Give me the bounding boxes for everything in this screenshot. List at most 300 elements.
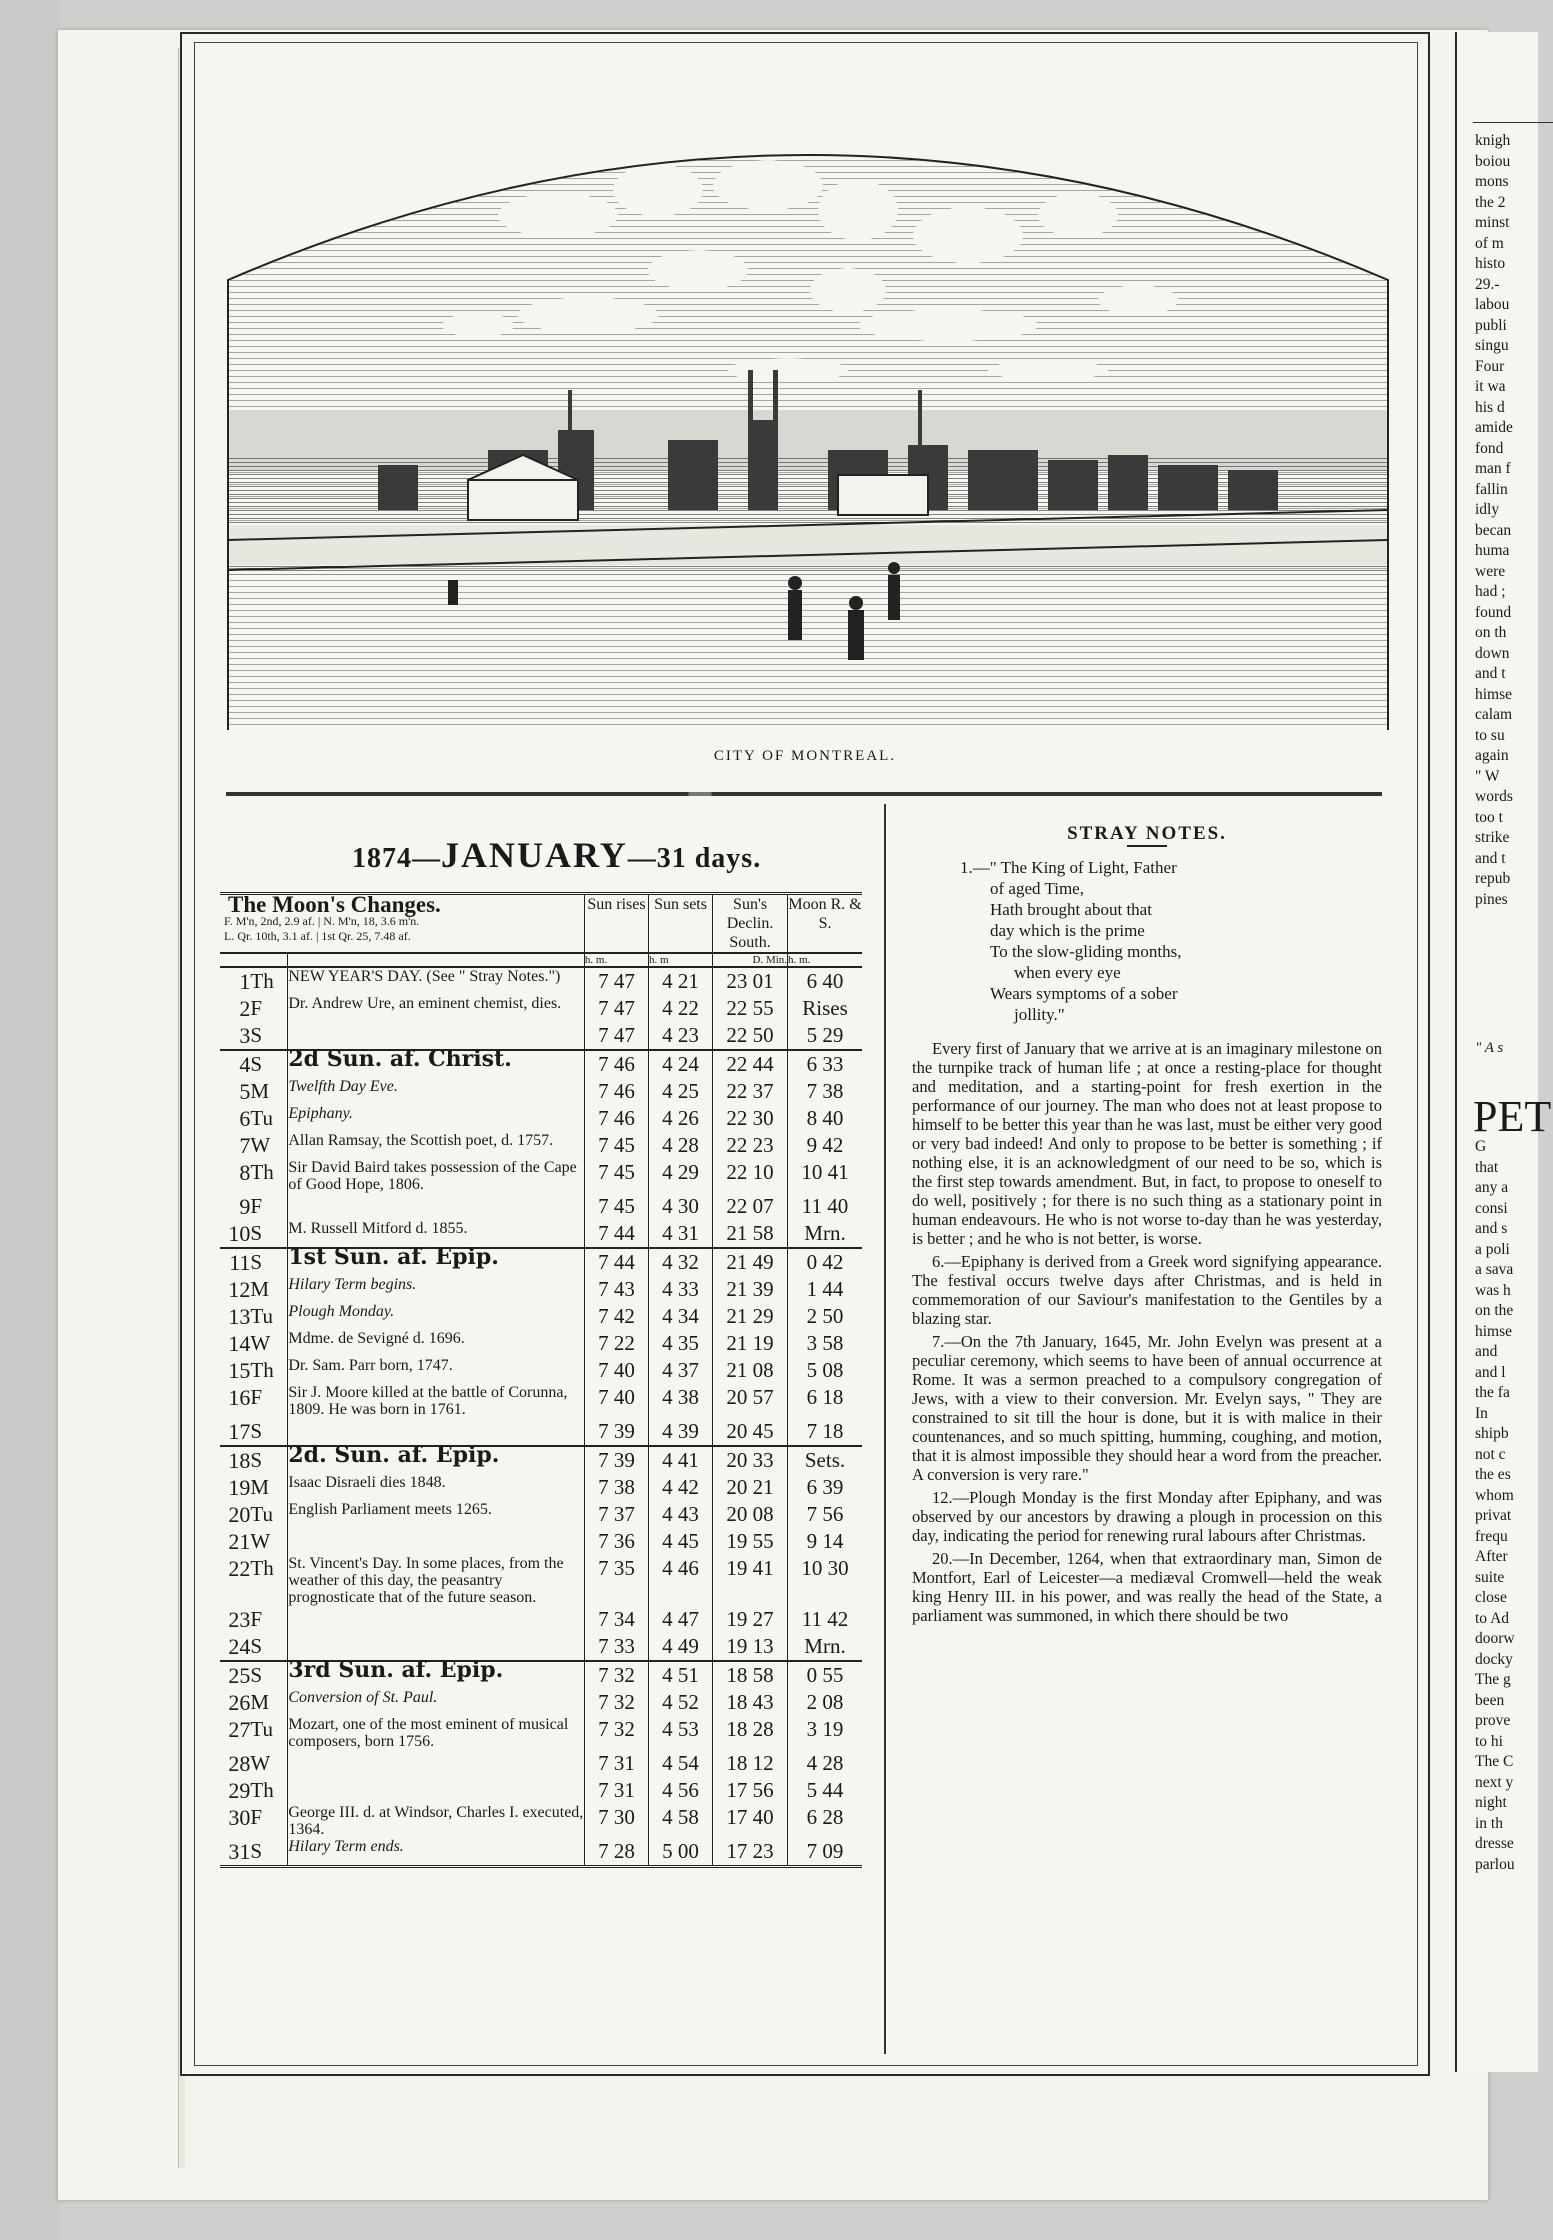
facing-line: privat <box>1475 1507 1512 1524</box>
sun-rises: 7 30 <box>584 1804 648 1838</box>
facing-line: dresse <box>1475 1835 1514 1852</box>
day-number: 4 <box>220 1050 250 1078</box>
sun-rises: 7 46 <box>584 1050 648 1078</box>
moon-title: The Moon's Changes. <box>228 892 441 917</box>
declination: 22 55 <box>713 995 788 1022</box>
sun-rises: 7 43 <box>584 1276 648 1303</box>
facing-line: fond <box>1475 439 1504 457</box>
moon-rise-set: 6 18 <box>806 1385 844 1409</box>
day-number: 23 <box>228 1607 251 1632</box>
weekday: S <box>250 1838 287 1867</box>
calendar-row <box>220 1193 862 1220</box>
facing-line: singu <box>1475 337 1509 354</box>
facing-line: becan <box>1475 521 1512 539</box>
moon-rise-set: Mrn. <box>804 1634 846 1658</box>
calendar-row <box>220 1159 862 1193</box>
event-text <box>288 995 585 1022</box>
moon-rise-set: 6 28 <box>806 1805 844 1829</box>
day-number: 27 <box>228 1717 251 1742</box>
scan-background <box>0 0 60 2240</box>
weekday: M <box>250 1689 287 1716</box>
weekday: S <box>250 1248 287 1276</box>
poem-line: Wears symptoms of a sober <box>990 984 1178 1003</box>
weekday: S <box>250 1050 287 1078</box>
day-number: 16 <box>228 1385 251 1410</box>
unit-declin: D. Min. <box>713 953 788 967</box>
day-number: 17 <box>228 1419 251 1444</box>
event-label: Sir David Baird takes possession of the Cape of Good Hope, 1806. <box>288 1159 577 1193</box>
day-number: 28 <box>228 1751 251 1776</box>
sun-rises: 7 35 <box>584 1555 648 1606</box>
poem-line: of aged Time, <box>990 879 1084 898</box>
declination: 19 41 <box>713 1555 788 1606</box>
event-text <box>288 1606 585 1633</box>
sun-sets: 4 37 <box>649 1357 713 1384</box>
event-text <box>288 1078 585 1105</box>
facing-line: calam <box>1475 706 1513 723</box>
event-label: NEW YEAR'S DAY. (See " Stray Notes.") <box>288 968 561 985</box>
declination: 22 37 <box>713 1078 788 1105</box>
sunday-label: 1st Sun. af. Epip. <box>288 1244 499 1270</box>
event-text <box>288 1159 585 1193</box>
sun-rises: 7 34 <box>584 1606 648 1633</box>
notes-title: STRAY NOTES. <box>1067 823 1227 844</box>
weekday: S <box>250 1418 287 1446</box>
calendar-row <box>220 1777 862 1804</box>
calendar-row <box>220 1528 862 1555</box>
facing-line: man f <box>1475 460 1511 477</box>
weekday: F <box>250 995 287 1022</box>
moon-rise-set: 9 42 <box>806 1133 844 1157</box>
calendar-row <box>220 1804 862 1838</box>
poem <box>960 857 1382 1025</box>
weekday: F <box>250 1804 287 1838</box>
declination: 21 58 <box>713 1220 788 1248</box>
facing-line: in th <box>1475 1814 1503 1832</box>
facing-line: again <box>1475 747 1509 764</box>
declination: 23 01 <box>713 967 788 995</box>
sun-rises: 7 45 <box>584 1193 648 1220</box>
weekday: W <box>250 1132 287 1159</box>
event-label: St. Vincent's Day. In some places, from the weather of this day, the peasantry prognosticate that of the future season. <box>288 1555 564 1606</box>
event-text <box>288 1838 585 1867</box>
sun-rises: 7 45 <box>584 1132 648 1159</box>
event-label: Mdme. de Sevigné d. 1696. <box>288 1330 465 1347</box>
declination: 20 08 <box>713 1501 788 1528</box>
sun-rises: 7 22 <box>584 1330 648 1357</box>
poem-line: when every eye <box>1014 963 1121 982</box>
calendar-row <box>220 995 862 1022</box>
declination: 20 45 <box>713 1418 788 1446</box>
moon-rise-set: 7 56 <box>806 1502 844 1526</box>
day-number: 2 <box>239 996 251 1021</box>
facing-text-bottom <box>1457 1137 1538 1875</box>
weekday: S <box>250 1220 287 1248</box>
facing-line: a sava <box>1475 1261 1514 1278</box>
event-text <box>288 1046 585 1078</box>
event-label: Mozart, one of the most eminent of musical composers, born 1756. <box>288 1716 569 1750</box>
sun-sets: 4 22 <box>649 995 713 1022</box>
event-text <box>288 1244 585 1276</box>
moon-rise-set: 10 30 <box>801 1556 849 1580</box>
declination: 18 43 <box>713 1689 788 1716</box>
sun-rises: 7 44 <box>584 1220 648 1248</box>
notes-paragraph: 20.—In December, 1264, when that extraordinary man, Simon de Montfort, Earl of Leicester—a mediæval Cromwell—held the weak king Henry III. in his power, and was really the head of the State, a parliament was summoned, in which there should be two <box>912 1549 1382 1625</box>
weekday: F <box>250 1384 287 1418</box>
facing-line: were <box>1475 562 1506 580</box>
sun-rises: 7 45 <box>584 1159 648 1193</box>
declination: 22 23 <box>713 1132 788 1159</box>
day-number: 15 <box>228 1358 251 1383</box>
facing-line: been <box>1475 1691 1505 1709</box>
declination: 22 10 <box>713 1159 788 1193</box>
moon-rise-set: 3 58 <box>806 1331 844 1355</box>
moon-rise-set: 7 09 <box>788 1838 862 1867</box>
facing-line: 29.- <box>1475 275 1500 293</box>
col-moon: Moon R. & S. <box>788 894 862 954</box>
facing-line: and t <box>1475 849 1506 867</box>
weekday: Th <box>250 1159 287 1193</box>
sun-sets: 4 32 <box>649 1248 713 1276</box>
facing-line: to su <box>1475 726 1505 744</box>
sun-rises: 7 47 <box>584 967 648 995</box>
moon-rise-set: 7 38 <box>806 1079 844 1103</box>
calendar-row <box>220 1716 862 1750</box>
sun-sets: 4 56 <box>649 1777 713 1804</box>
sun-sets: 4 26 <box>649 1105 713 1132</box>
event-label: Plough Monday. <box>288 1303 395 1320</box>
weekday: S <box>250 1661 287 1689</box>
sun-sets: 4 30 <box>649 1193 713 1220</box>
sun-sets: 4 25 <box>649 1078 713 1105</box>
calendar-row <box>220 1357 862 1384</box>
weekday: Th <box>250 1777 287 1804</box>
weekday: Tu <box>250 1303 287 1330</box>
sun-rises: 7 31 <box>584 1750 648 1777</box>
declination: 21 49 <box>713 1248 788 1276</box>
event-text <box>288 1750 585 1777</box>
sun-sets: 4 51 <box>649 1661 713 1689</box>
sun-sets: 4 41 <box>649 1446 713 1474</box>
event-label: English Parliament meets 1265. <box>288 1501 492 1518</box>
declination: 18 12 <box>713 1750 788 1777</box>
sun-rises: 7 36 <box>584 1528 648 1555</box>
day-number: 24 <box>228 1634 251 1659</box>
facing-line: docky <box>1475 1650 1513 1668</box>
calendar-row <box>220 1689 862 1716</box>
day-number: 31 <box>220 1838 250 1867</box>
day-number: 6 <box>239 1106 251 1131</box>
event-text <box>288 1657 585 1689</box>
moon-rise-set: 11 40 <box>801 1194 849 1218</box>
day-number: 20 <box>228 1502 251 1527</box>
day-number: 29 <box>228 1778 251 1803</box>
notes-paragraph: 6.—Epiphany is derived from a Greek word signifying appearance. The festival occurs twelve days after Christmas, and is held in commemoration of our Saviour's manifestation to the Gentiles by a blazing star. <box>912 1252 1382 1328</box>
event-label: Isaac Disraeli dies 1848. <box>288 1474 446 1491</box>
poem-line: jollity." <box>1014 1005 1065 1024</box>
calendar-row <box>220 1606 862 1633</box>
event-label: Twelfth Day Eve. <box>288 1078 398 1095</box>
declination: 22 44 <box>713 1050 788 1078</box>
almanac-page <box>180 32 1430 2076</box>
facing-line: found <box>1475 603 1512 621</box>
month-header: 1874—JANUARY—31 days. <box>352 835 762 875</box>
sun-sets: 4 33 <box>649 1276 713 1303</box>
sun-sets: 4 43 <box>649 1501 713 1528</box>
moon-line-2: L. Qr. 10th, 3.1 af. | 1st Qr. 25, 7.48 af. <box>224 929 411 943</box>
facing-line: the es <box>1475 1466 1511 1483</box>
facing-line: amide <box>1475 419 1513 436</box>
event-text <box>288 1528 585 1555</box>
event-text <box>288 1501 585 1528</box>
sun-sets: 4 28 <box>649 1132 713 1159</box>
facing-line: After <box>1475 1548 1508 1565</box>
moon-rise-set: 10 41 <box>801 1160 849 1184</box>
sun-rises: 7 40 <box>584 1384 648 1418</box>
event-text <box>288 1105 585 1132</box>
poem-line: To the slow-gliding months, <box>990 942 1182 961</box>
facing-line: knigh <box>1475 132 1511 149</box>
engraving-caption: CITY OF MONTREAL. <box>713 748 897 764</box>
facing-line: fallin <box>1475 480 1508 498</box>
day-number: 8 <box>239 1160 251 1185</box>
declination: 21 08 <box>713 1357 788 1384</box>
sun-sets: 4 31 <box>649 1220 713 1248</box>
facing-line: histo <box>1475 255 1506 272</box>
declination: 20 57 <box>713 1384 788 1418</box>
facing-line: idly <box>1475 501 1500 518</box>
sunday-label: 3rd Sun. af. Epip. <box>288 1657 504 1683</box>
declination: 22 50 <box>713 1022 788 1050</box>
weekday: S <box>250 1022 287 1050</box>
moon-line-1: F. M'n, 2nd, 2.9 af. | N. M'n, 18, 3.6 m'n. <box>224 914 420 928</box>
facing-line: whom <box>1475 1486 1514 1504</box>
weekday: M <box>250 1276 287 1303</box>
moon-rise-set: 0 55 <box>788 1661 862 1689</box>
moon-rise-set: 5 44 <box>806 1778 844 1802</box>
calendar-row <box>220 1501 862 1528</box>
sun-sets: 4 58 <box>649 1804 713 1838</box>
facing-line: " W <box>1475 767 1500 785</box>
weekday: S <box>250 1446 287 1474</box>
sun-rises: 7 46 <box>584 1078 648 1105</box>
sun-sets: 4 29 <box>649 1159 713 1193</box>
sun-sets: 4 52 <box>649 1689 713 1716</box>
facing-line: parlou <box>1475 1855 1515 1873</box>
moon-rise-set: 3 19 <box>806 1717 844 1741</box>
weekday: Th <box>250 967 287 995</box>
facing-line: and s <box>1475 1220 1508 1237</box>
day-number: 21 <box>228 1529 251 1554</box>
facing-drop-cap: PET <box>1473 1092 1552 1141</box>
moon-rise-set: 6 39 <box>806 1475 844 1499</box>
moon-rise-set: 7 18 <box>806 1419 844 1443</box>
sun-sets: 4 45 <box>649 1528 713 1555</box>
event-text <box>288 1132 585 1159</box>
day-number: 22 <box>228 1556 251 1581</box>
moon-rise-set: 6 33 <box>788 1050 862 1078</box>
day-number: 13 <box>228 1304 251 1329</box>
facing-line: not c <box>1475 1445 1506 1463</box>
weekday: M <box>250 1078 287 1105</box>
weekday: F <box>250 1606 287 1633</box>
calendar-row <box>220 1050 862 1078</box>
event-text <box>288 1777 585 1804</box>
event-text <box>288 1804 585 1838</box>
weekday: W <box>250 1750 287 1777</box>
weekday: Tu <box>250 1716 287 1750</box>
calendar-row <box>220 1474 862 1501</box>
day-number: 11 <box>220 1248 250 1276</box>
declination: 18 58 <box>713 1661 788 1689</box>
stray-notes <box>912 824 1382 1629</box>
facing-line: prove <box>1475 1712 1511 1729</box>
day-number: 10 <box>228 1221 251 1246</box>
day-number: 25 <box>220 1661 250 1689</box>
facing-line: night <box>1475 1794 1507 1811</box>
days-count: 31 days. <box>656 843 762 874</box>
sun-rises: 7 37 <box>584 1501 648 1528</box>
facing-line: of m <box>1475 234 1504 252</box>
weekday: Tu <box>250 1501 287 1528</box>
sun-rises: 7 38 <box>584 1474 648 1501</box>
sun-rises: 7 39 <box>584 1418 648 1446</box>
calendar-row <box>220 1248 862 1276</box>
weekday: Th <box>250 1357 287 1384</box>
event-label: Dr. Andrew Ure, an eminent chemist, dies. <box>288 995 562 1012</box>
facing-line: the 2 <box>1475 193 1506 211</box>
facing-line: that <box>1475 1158 1499 1176</box>
event-text <box>288 1474 585 1501</box>
title-ornament <box>1127 845 1167 847</box>
weekday: W <box>250 1528 287 1555</box>
month-name: JANUARY <box>441 835 628 875</box>
facing-line: publi <box>1475 316 1507 334</box>
declination: 17 40 <box>713 1804 788 1838</box>
event-label: Hilary Term ends. <box>288 1838 404 1855</box>
facing-line: minst <box>1475 214 1510 231</box>
weekday: Tu <box>250 1105 287 1132</box>
facing-line: close <box>1475 1589 1507 1606</box>
sun-sets: 5 00 <box>649 1838 713 1867</box>
event-label: Sir J. Moore killed at the battle of Corunna, 1809. He was born in 1761. <box>288 1384 568 1418</box>
moon-rise-set: 5 29 <box>806 1023 844 1047</box>
facing-line: In <box>1475 1404 1488 1422</box>
moon-rise-set: 4 28 <box>806 1751 844 1775</box>
sun-sets: 4 46 <box>649 1555 713 1606</box>
col-sun-sets: Sun sets <box>649 894 713 954</box>
calendar-body <box>220 967 862 1867</box>
moon-rise-set: Sets. <box>788 1446 862 1474</box>
sun-rises: 7 42 <box>584 1303 648 1330</box>
unit-sets: h. m <box>649 953 713 967</box>
facing-page-fragment <box>1455 32 1552 2072</box>
facing-line: the fa <box>1475 1384 1510 1401</box>
facing-line: doorw <box>1475 1630 1515 1647</box>
calendar-row <box>220 1750 862 1777</box>
unit-rises: h. m. <box>584 953 648 967</box>
calendar-row <box>220 1105 862 1132</box>
event-text <box>288 1555 585 1606</box>
day-number: 9 <box>239 1194 251 1219</box>
weekday: F <box>250 1193 287 1220</box>
day-number: 1 <box>220 967 250 995</box>
sun-rises: 7 39 <box>584 1446 648 1474</box>
year: 1874 <box>352 843 412 874</box>
sun-sets: 4 39 <box>649 1418 713 1446</box>
facing-line: and <box>1475 1343 1498 1360</box>
column-divider <box>884 804 886 2054</box>
sun-sets: 4 42 <box>649 1474 713 1501</box>
moon-rise-set: 2 50 <box>806 1304 844 1328</box>
calendar-row <box>220 1078 862 1105</box>
moon-rise-set: 0 42 <box>788 1248 862 1276</box>
facing-line: consi <box>1475 1199 1508 1217</box>
section-rule <box>226 792 1382 796</box>
sun-sets: 4 21 <box>649 967 713 995</box>
moon-rise-set: Mrn. <box>804 1221 846 1245</box>
sun-sets: 4 53 <box>649 1716 713 1750</box>
moon-rise-set: 2 08 <box>806 1690 844 1714</box>
event-text <box>288 1357 585 1384</box>
sun-sets: 4 35 <box>649 1330 713 1357</box>
event-label: Dr. Sam. Parr born, 1747. <box>288 1357 453 1374</box>
facing-line: himse <box>1475 685 1513 703</box>
facing-text-top <box>1457 131 1538 910</box>
event-text <box>288 1384 585 1418</box>
sun-sets: 4 49 <box>649 1633 713 1661</box>
event-text <box>288 1442 585 1474</box>
calendar-row <box>220 1276 862 1303</box>
facing-line: himse <box>1475 1322 1513 1340</box>
facing-line: any a <box>1475 1179 1509 1196</box>
sun-sets: 4 23 <box>649 1022 713 1050</box>
declination: 20 21 <box>713 1474 788 1501</box>
facing-line: mons <box>1475 173 1509 190</box>
facing-line: was h <box>1475 1281 1511 1299</box>
moon-rise-set: Rises <box>802 996 848 1020</box>
event-label: Hilary Term begins. <box>288 1276 417 1293</box>
day-number: 3 <box>239 1023 251 1048</box>
facing-line: words <box>1475 788 1513 805</box>
weekday: W <box>250 1330 287 1357</box>
calendar-row <box>220 1384 862 1418</box>
day-number: 14 <box>228 1331 251 1356</box>
day-number: 12 <box>228 1277 251 1302</box>
facing-line: G <box>1475 1138 1487 1155</box>
sun-rises: 7 47 <box>584 1022 648 1050</box>
poem-line: Hath brought about that <box>990 900 1152 919</box>
notes-paragraph: Every first of January that we arrive at is an imaginary milestone on the turnpike track of human life ; at once a resting-place for thought and meditation, and a starting-point for fresh exertion in the performance of our journey. The man who does not at least propose to himself to be better this year than he was last, must be either very good or very bad indeed! And only to propose to be better is something ; if nothing else, it is an acknowledgment of our need to be so, which is the first step towards amendment. But, in fact, to propose to oneself to do well, positively ; for there is no such thing as a stationary point in human endeavours. He who is not worse to-day than he was yesterday, is better ; and he who is not better, is worse. <box>912 1039 1382 1248</box>
facing-line: Four <box>1475 357 1505 375</box>
notes-paragraph: 7.—On the 7th January, 1645, Mr. John Evelyn was present at a peculiar ceremony, which seems to have been of annual occurrence at Rome. It was a sermon preached to a compulsory congregation of Jews, with a view to their conversion. Mr. Evelyn says, " They are constrained to sit till the hour is done, but it is with malice in their countenances, and so much spitting, humming, coughing, and motion, that it is almost impossible they should hear a word from the preacher. A conversion is very rare." <box>912 1332 1382 1484</box>
sun-sets: 4 34 <box>649 1303 713 1330</box>
facing-line: to Ad <box>1475 1609 1510 1627</box>
facing-line: shipb <box>1475 1425 1509 1442</box>
sun-sets: 4 38 <box>649 1384 713 1418</box>
facing-line: boiou <box>1475 152 1511 170</box>
sun-rises: 7 32 <box>584 1661 648 1689</box>
declination: 17 23 <box>713 1838 788 1867</box>
day-number: 7 <box>239 1133 251 1158</box>
calendar-table <box>220 892 862 1868</box>
day-number: 30 <box>228 1805 251 1830</box>
weekday: S <box>250 1633 287 1661</box>
col-declination: Sun's Declin. South. <box>713 894 788 954</box>
event-text <box>288 1303 585 1330</box>
facing-line: The g <box>1475 1671 1511 1688</box>
facing-italic: " A s <box>1475 1040 1504 1056</box>
